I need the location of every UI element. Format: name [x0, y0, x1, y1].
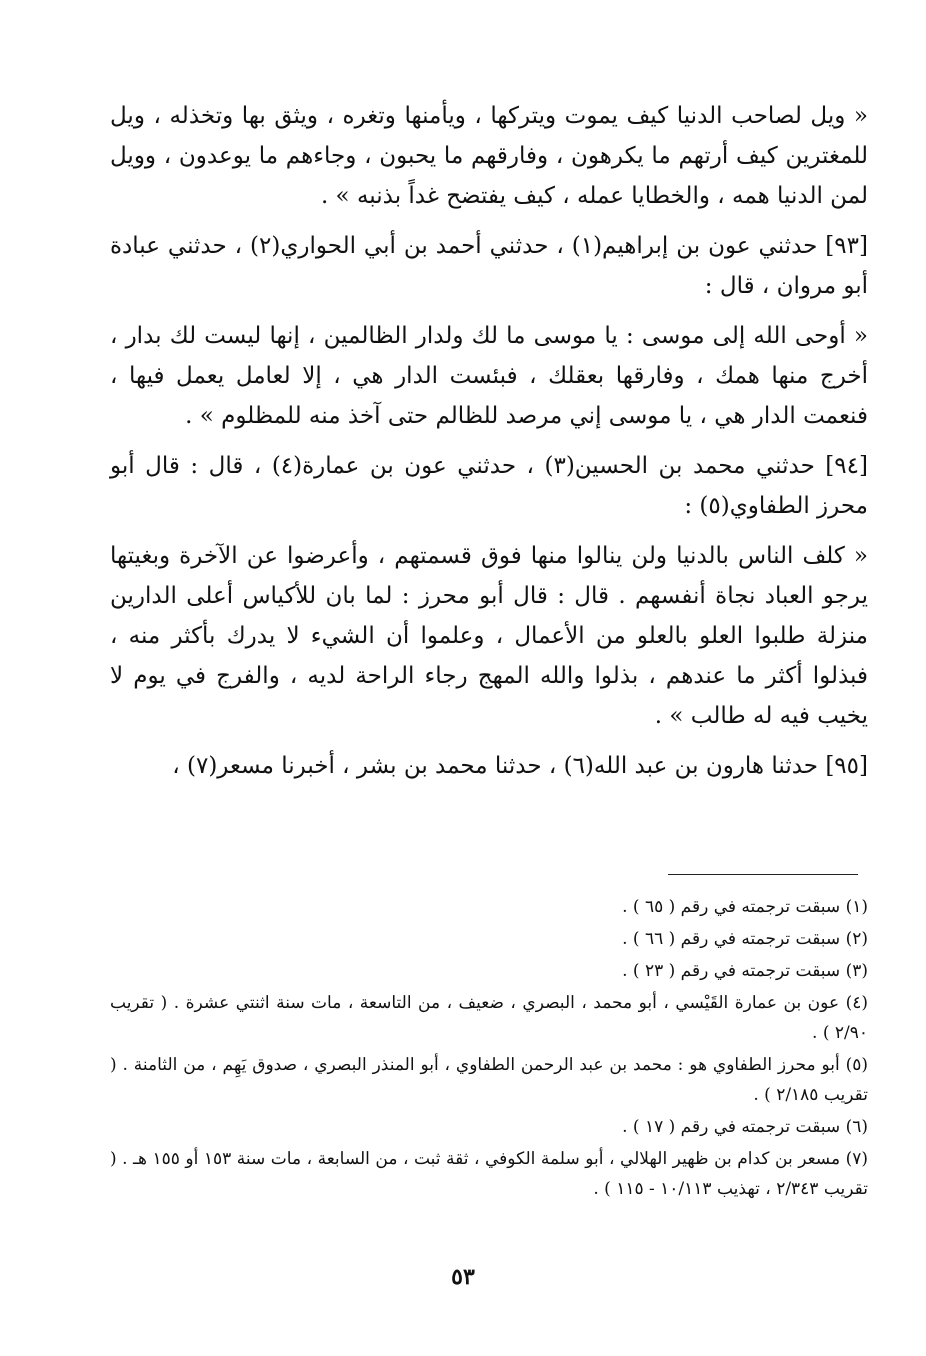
main-text [110, 96, 868, 796]
footnote-2: (٢) سبقت ترجمته في رقم ( ٦٦ ) . [622, 929, 868, 949]
paragraph-narration-93: [٩٣] حدثني عون بن إبراهيم(١) ، حدثني أحمد بن أبي الحواري(٢) ، حدثني عبادة أبو مروان ، قال : [110, 233, 868, 299]
paragraph-quote-1: « ويل لصاحب الدنيا كيف يموت ويتركها ، ويأمنها وتغره ، ويثق بها وتخذله ، ويل للمغترين كيف أرتهم ما يكرهون ، وفارقهم ما يحبون ، وجاءهم ما يوعدون ، وويل لمن الدنيا همه ، والخطايا عمله ، كيف يفتضح غداً بذنبه » . [110, 103, 868, 209]
paragraph-narration-95: [٩٥] حدثنا هارون بن عبد الله(٦) ، حدثنا محمد بن بشر ، أخبرنا مسعر(٧) ، [172, 753, 868, 779]
footnote-separator [668, 874, 858, 875]
footnotes [110, 892, 868, 1206]
footnote-1: (١) سبقت ترجمته في رقم ( ٦٥ ) . [622, 897, 868, 917]
footnote-3: (٣) سبقت ترجمته في رقم ( ٢٣ ) . [622, 961, 868, 981]
footnote-4: (٤) عون بن عمارة القَيْسي ، أبو محمد ، البصري ، ضعيف ، من التاسعة ، مات سنة اثنتي عشرة . ( تقريب ٢/٩٠ ) . [110, 993, 868, 1043]
footnote-5: (٥) أبو محرز الطفاوي هو : محمد بن عبد الرحمن الطفاوي ، أبو المنذر البصري ، صدوق يَهِم ، من الثامنة . ( تقريب ٢/١٨٥ ) . [110, 1055, 868, 1105]
page-number: ٥٣ [451, 1264, 475, 1290]
paragraph-quote-3: « كلف الناس بالدنيا ولن ينالوا منها فوق قسمتهم ، وأعرضوا عن الآخرة وبغيتها يرجو العباد نجاة أنفسهم . قال : قال أبو محرز : لما بان للأكياس أعلى الدارين منزلة طلبوا العلو بالعلو من الأعمال ، وعلموا أن الشيء لا يدرك بأكثر منه ، فبذلوا أكثر ما عندهم ، بذلوا والله المهج رجاء الراحة لديه ، والفرج في يوم لا يخيب فيه له طالب » . [110, 543, 868, 729]
paragraph-narration-94: [٩٤] حدثني محمد بن الحسين(٣) ، حدثني عون بن عمارة(٤) ، قال : قال أبو محرز الطفاوي(٥) : [110, 453, 868, 519]
footnote-7: (٧) مسعر بن كدام بن ظهير الهلالي ، أبو سلمة الكوفي ، ثقة ثبت ، من السابعة ، مات سنة ١٥٣ أو ١٥٥ هـ . ( تقريب ٢/٣٤٣ ، تهذيب ١٠/١١٣ - ١١٥ ) . [110, 1149, 868, 1199]
paragraph-quote-2: « أوحى الله إلى موسى : يا موسى ما لك ولدار الظالمين ، إنها ليست لك بدار ، أخرج منها همك ، وفارقها بعقلك ، فبئست الدار هي ، إلا لعامل يعمل فيها ، فنعمت الدار هي ، يا موسى إني مرصد للظالم حتى آخذ منه للمظلوم » . [110, 323, 868, 429]
footnote-6: (٦) سبقت ترجمته في رقم ( ١٧ ) . [622, 1117, 868, 1137]
